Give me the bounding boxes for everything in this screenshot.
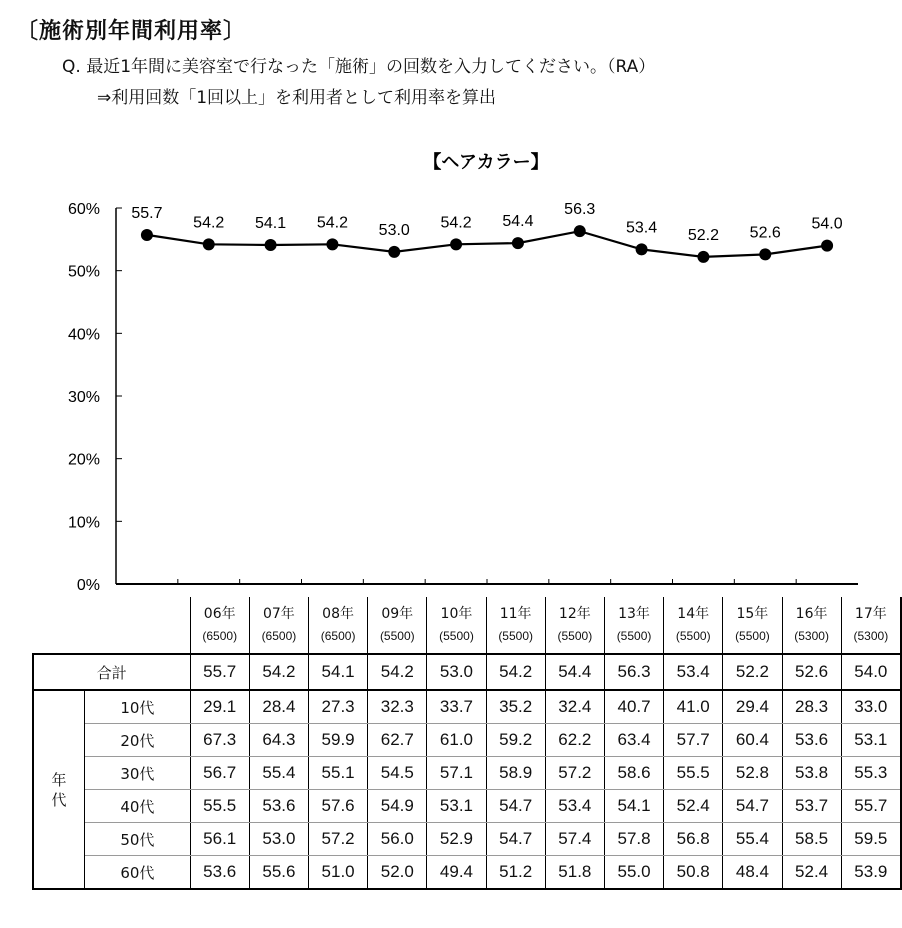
data-point (388, 246, 400, 258)
year-header (604, 597, 663, 654)
age-value: 52.4 (664, 790, 723, 823)
year-label: 17年 (854, 606, 887, 622)
age-value: 51.0 (309, 856, 368, 890)
age-group-char: 年 (51, 770, 67, 789)
age-value: 58.6 (604, 757, 663, 790)
age-value: 57.6 (309, 790, 368, 823)
age-value: 54.5 (368, 757, 427, 790)
age-value: 55.4 (249, 757, 308, 790)
age-value: 57.4 (545, 823, 604, 856)
year-header (309, 597, 368, 654)
year-label: 08年 (322, 606, 354, 622)
data-label: 54.2 (193, 214, 225, 232)
year-header (486, 597, 545, 654)
table-corner (33, 597, 190, 654)
year-header (368, 597, 427, 654)
age-value: 55.7 (841, 790, 901, 823)
data-label: 53.4 (626, 219, 658, 237)
sample-size: (5500) (379, 629, 415, 643)
data-label: 54.2 (440, 214, 472, 232)
year-label: 06年 (203, 606, 236, 622)
age-value: 52.8 (723, 757, 782, 790)
year-header (190, 597, 249, 654)
age-value: 61.0 (427, 724, 486, 757)
age-value: 35.2 (486, 690, 545, 724)
age-value: 54.9 (368, 790, 427, 823)
data-point (203, 238, 215, 250)
age-label: 10代 (85, 690, 191, 724)
year-header (782, 597, 841, 654)
y-tick-label: 60% (67, 201, 100, 218)
age-value: 57.7 (664, 724, 723, 757)
year-label: 13年 (618, 606, 650, 622)
age-group-label (33, 690, 85, 889)
age-value: 53.8 (782, 757, 841, 790)
age-value: 57.8 (604, 823, 663, 856)
age-value: 53.0 (249, 823, 308, 856)
age-value: 62.2 (545, 724, 604, 757)
total-value: 52.2 (723, 654, 782, 690)
data-label: 52.6 (749, 224, 781, 242)
year-header (723, 597, 782, 654)
sample-size: (6500) (202, 629, 238, 643)
age-value: 53.6 (249, 790, 308, 823)
sample-size: (5500) (557, 629, 593, 643)
y-tick-label: 20% (67, 451, 100, 469)
age-group-char: 代 (51, 790, 67, 809)
age-value: 58.5 (782, 823, 841, 856)
data-point (512, 237, 524, 249)
age-value: 56.7 (190, 757, 249, 790)
age-value: 57.1 (427, 757, 486, 790)
age-value: 53.9 (841, 856, 901, 890)
age-value: 64.3 (249, 724, 308, 757)
age-value: 54.7 (486, 823, 545, 856)
age-value: 55.5 (664, 757, 723, 790)
age-value: 54.1 (604, 790, 663, 823)
data-label: 53.0 (378, 221, 410, 239)
data-label: 54.1 (255, 214, 287, 232)
data-table (32, 597, 902, 890)
age-value: 55.3 (841, 757, 901, 790)
data-label: 55.7 (131, 204, 163, 222)
total-value: 54.0 (841, 654, 901, 690)
age-value: 53.6 (190, 856, 249, 890)
total-value: 54.2 (368, 654, 427, 690)
page-title: 〔施術別年間利用率〕 (16, 19, 247, 44)
data-point (574, 225, 586, 237)
y-tick-label: 40% (67, 326, 100, 344)
age-value: 52.9 (427, 823, 486, 856)
data-point (265, 239, 277, 251)
age-value: 55.6 (249, 856, 308, 890)
age-value: 51.8 (545, 856, 604, 890)
age-value: 60.4 (723, 724, 782, 757)
year-header (545, 597, 604, 654)
total-value: 54.1 (309, 654, 368, 690)
age-value: 67.3 (190, 724, 249, 757)
age-value: 52.4 (782, 856, 841, 890)
series-line (147, 231, 827, 257)
total-value: 53.4 (664, 654, 723, 690)
age-value: 40.7 (604, 690, 663, 724)
total-value: 53.0 (427, 654, 486, 690)
y-tick-label: 30% (67, 389, 100, 406)
age-label: 30代 (85, 757, 191, 790)
age-label: 20代 (85, 724, 191, 757)
age-value: 28.4 (249, 690, 308, 724)
age-value: 62.7 (368, 724, 427, 757)
age-value: 33.7 (427, 690, 486, 724)
total-value: 54.2 (486, 654, 545, 690)
year-header (664, 597, 723, 654)
age-value: 59.5 (841, 823, 901, 856)
total-value: 54.4 (545, 654, 604, 690)
age-value: 54.7 (723, 790, 782, 823)
data-label: 54.2 (316, 214, 348, 232)
y-tick-label: 10% (67, 514, 100, 532)
age-value: 55.5 (190, 790, 249, 823)
sample-size: (5300) (853, 629, 889, 643)
age-value: 59.2 (486, 724, 545, 757)
data-label: 54.0 (811, 215, 843, 233)
age-value: 50.8 (664, 856, 723, 890)
age-value: 33.0 (841, 690, 901, 724)
y-tick-label: 0% (76, 577, 100, 594)
sample-size: (6500) (261, 629, 297, 643)
year-label: 09年 (381, 606, 414, 622)
data-label: 56.3 (564, 201, 596, 219)
year-label: 10年 (440, 606, 473, 622)
sample-size: (5500) (498, 629, 533, 643)
age-value: 29.1 (190, 690, 249, 724)
age-value: 57.2 (545, 757, 604, 790)
total-value: 56.3 (604, 654, 663, 690)
year-label: 15年 (736, 606, 769, 622)
age-value: 56.8 (664, 823, 723, 856)
survey-question: Q. 最近1年間に美容室で行なった「施術」の回数を入力してください。（RA） (62, 57, 656, 77)
year-label: 11年 (499, 606, 532, 622)
age-label: 60代 (85, 856, 191, 890)
total-value: 55.7 (190, 654, 249, 690)
y-tick-label: 50% (67, 263, 100, 281)
data-label: 52.2 (687, 226, 719, 244)
age-value: 41.0 (664, 690, 723, 724)
age-value: 55.1 (309, 757, 368, 790)
total-value: 54.2 (249, 654, 308, 690)
age-label: 50代 (85, 823, 191, 856)
calculation-note: ⇒利用回数「1回以上」を利用者として利用率を算出 (97, 88, 497, 108)
sample-size: (5500) (616, 629, 652, 643)
age-value: 29.4 (723, 690, 782, 724)
data-point (636, 243, 648, 255)
age-value: 63.4 (604, 724, 663, 757)
data-point (326, 238, 338, 250)
age-label: 40代 (85, 790, 191, 823)
age-value: 53.7 (782, 790, 841, 823)
age-value: 53.1 (427, 790, 486, 823)
data-point (450, 238, 462, 250)
sample-size: (5500) (675, 629, 711, 643)
year-header (841, 597, 901, 654)
year-header (427, 597, 486, 654)
age-value: 51.2 (486, 856, 545, 890)
age-value: 27.3 (309, 690, 368, 724)
age-value: 55.4 (723, 823, 782, 856)
year-label: 14年 (677, 606, 710, 622)
total-value: 52.6 (782, 654, 841, 690)
data-point (141, 229, 153, 241)
age-value: 49.4 (427, 856, 486, 890)
sample-size: (5500) (735, 629, 770, 643)
sample-size: (5300) (794, 629, 829, 643)
age-value: 54.7 (486, 790, 545, 823)
age-value: 32.4 (545, 690, 604, 724)
age-value: 57.2 (309, 823, 368, 856)
year-label: 07年 (262, 606, 295, 622)
age-value: 32.3 (368, 690, 427, 724)
age-value: 52.0 (368, 856, 427, 890)
chart-title: 【ヘアカラー】 (423, 152, 549, 173)
age-value: 53.1 (841, 724, 901, 757)
total-label: 合計 (33, 654, 190, 690)
age-value: 53.6 (782, 724, 841, 757)
data-point (697, 251, 709, 263)
sample-size: (6500) (320, 629, 356, 643)
year-label: 16年 (795, 606, 828, 622)
age-value: 58.9 (486, 757, 545, 790)
age-value: 53.4 (545, 790, 604, 823)
age-value: 48.4 (723, 856, 782, 890)
age-value: 59.9 (309, 724, 368, 757)
age-value: 56.1 (190, 823, 249, 856)
data-point (759, 248, 771, 260)
sample-size: (5500) (439, 629, 474, 643)
data-label: 54.4 (502, 213, 534, 231)
year-label: 12年 (558, 606, 591, 622)
age-value: 55.0 (604, 856, 663, 890)
year-header (249, 597, 308, 654)
age-value: 28.3 (782, 690, 841, 724)
data-point (821, 240, 833, 252)
age-value: 56.0 (368, 823, 427, 856)
